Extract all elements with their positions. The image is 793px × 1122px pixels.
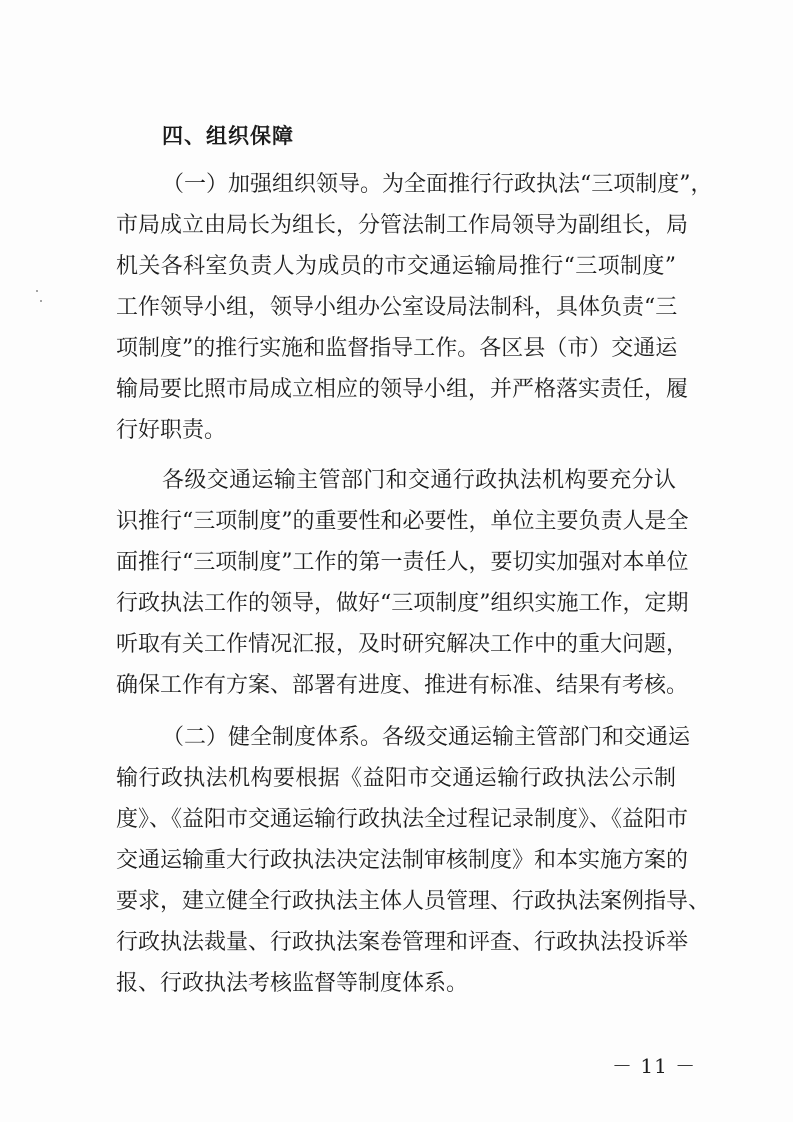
paragraph-line: 度》、《益阳市交通运输行政执法全过程记录制度》、《益阳市 bbox=[116, 807, 689, 832]
paragraph-line: 识推行“三项制度”的重要性和必要性，单位主要负责人是全 bbox=[116, 509, 689, 534]
paragraph-line: 工作领导小组，领导小组办公室设局法制科，具体负责“三 bbox=[116, 295, 678, 320]
paragraph-line: （二）健全制度体系。各级交通运输主管部门和交通运 bbox=[162, 725, 691, 750]
paragraph-line: 行政执法裁量、行政执法案卷管理和评查、行政执法投诉举 bbox=[116, 930, 689, 955]
paragraph-line: 听取有关工作情况汇报，及时研究解决工作中的重大问题， bbox=[116, 632, 689, 657]
section-heading: 四、组织保障 bbox=[162, 124, 294, 148]
paragraph-line: 输行政执法机构要根据《益阳市交通运输行政执法公示制 bbox=[116, 766, 676, 791]
paragraph-line: 面推行“三项制度”工作的第一责任人，要切实加强对本单位 bbox=[116, 550, 689, 575]
paragraph-line: （一）加强组织领导。为全面推行行政执法“三项制度”， bbox=[162, 172, 713, 197]
paragraph-line: 交通运输重大行政执法决定法制审核制度》和本实施方案的 bbox=[116, 848, 689, 873]
paragraph-line: 要求，建立健全行政执法主体人员管理、行政执法案例指导、 bbox=[116, 889, 711, 914]
scan-speck bbox=[40, 300, 42, 302]
paragraph-line: 机关各科室负责人为成员的市交通运输局推行“三项制度” bbox=[116, 254, 676, 279]
page-number: － 11 － bbox=[612, 1054, 697, 1078]
paragraph-line: 报、行政执法考核监督等制度体系。 bbox=[116, 971, 469, 996]
paragraph-line: 项制度”的推行实施和监督指导工作。各区县（市）交通运 bbox=[116, 336, 678, 361]
paragraph-line: 各级交通运输主管部门和交通行政执法机构要充分认 bbox=[162, 468, 676, 493]
paragraph-line: 市局成立由局长为组长，分管法制工作局领导为副组长，局 bbox=[116, 213, 689, 238]
paragraph-line: 输局要比照市局成立相应的领导小组，并严格落实责任，履 bbox=[116, 377, 689, 402]
paragraph-line: 行好职责。 bbox=[116, 418, 227, 443]
paragraph-line: 行政执法工作的领导，做好“三项制度”组织实施工作，定期 bbox=[116, 591, 689, 616]
scan-speck bbox=[36, 290, 38, 292]
paragraph-line: 确保工作有方案、部署有进度、推进有标准、结果有考核。 bbox=[116, 673, 689, 698]
